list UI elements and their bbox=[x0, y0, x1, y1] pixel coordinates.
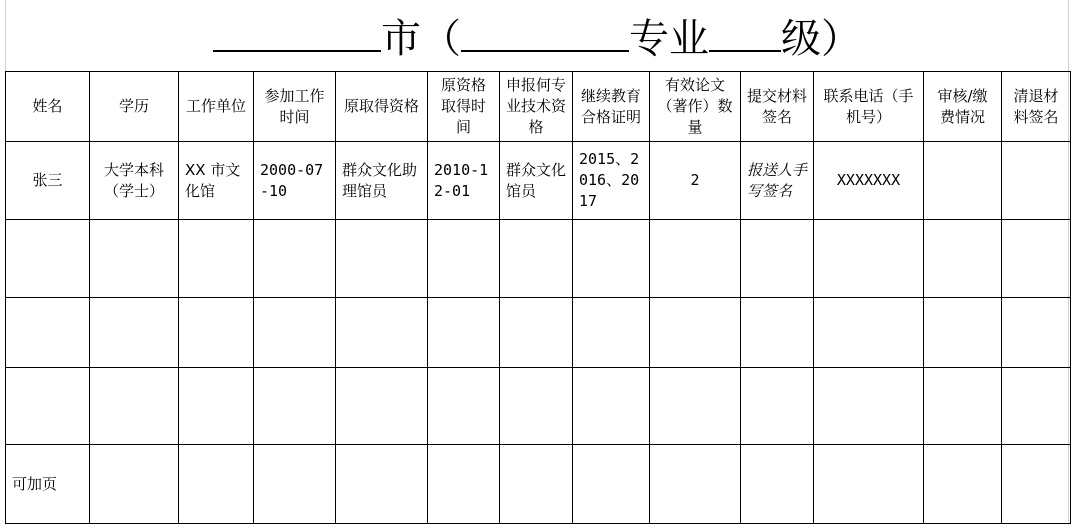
empty-cell[interactable] bbox=[650, 298, 741, 368]
header-original-qualification: 原取得资格 bbox=[336, 72, 428, 142]
empty-cell[interactable] bbox=[336, 220, 428, 298]
empty-cell[interactable] bbox=[179, 220, 254, 298]
empty-cell[interactable] bbox=[6, 368, 90, 445]
header-start-date: 参加工作时间 bbox=[254, 72, 336, 142]
cell-employer[interactable]: XX 市文化馆 bbox=[179, 142, 254, 220]
empty-cell[interactable] bbox=[814, 368, 924, 445]
empty-cell[interactable] bbox=[924, 220, 1002, 298]
empty-cell[interactable] bbox=[179, 368, 254, 445]
empty-cell[interactable] bbox=[90, 298, 179, 368]
table-row-footer bbox=[6, 445, 1071, 524]
empty-cell[interactable] bbox=[741, 445, 814, 524]
empty-cell[interactable] bbox=[573, 368, 650, 445]
table-row-empty bbox=[6, 368, 1071, 445]
empty-cell[interactable] bbox=[254, 220, 336, 298]
cell-submit-signature[interactable]: 报送人手写签名 bbox=[741, 142, 814, 220]
cell-review-status[interactable] bbox=[924, 142, 1002, 220]
header-submit-signature: 提交材料签名 bbox=[741, 72, 814, 142]
title-line bbox=[5, 6, 1069, 68]
empty-cell[interactable] bbox=[814, 445, 924, 524]
cell-phone[interactable]: XXXXXXX bbox=[814, 142, 924, 220]
header-continuing-education: 继续教育合格证明 bbox=[573, 72, 650, 142]
empty-cell[interactable] bbox=[336, 445, 428, 524]
application-table bbox=[5, 71, 1071, 524]
empty-cell[interactable] bbox=[428, 445, 500, 524]
empty-cell[interactable] bbox=[500, 445, 573, 524]
empty-cell[interactable] bbox=[428, 368, 500, 445]
footer-note: 可加页 bbox=[6, 445, 90, 524]
header-paper-count: 有效论文（著作）数量 bbox=[650, 72, 741, 142]
empty-cell[interactable] bbox=[741, 298, 814, 368]
level-blank[interactable] bbox=[709, 6, 781, 52]
table-row-example bbox=[6, 142, 1071, 220]
empty-cell[interactable] bbox=[924, 445, 1002, 524]
empty-cell[interactable] bbox=[90, 445, 179, 524]
header-phone: 联系电话（手机号） bbox=[814, 72, 924, 142]
cell-original-qualification[interactable]: 群众文化助理馆员 bbox=[336, 142, 428, 220]
cell-start-date[interactable]: 2000-07-10 bbox=[254, 142, 336, 220]
cell-education[interactable]: 大学本科（学士） bbox=[90, 142, 179, 220]
city-blank[interactable] bbox=[213, 6, 381, 52]
empty-cell[interactable] bbox=[1002, 445, 1071, 524]
empty-cell[interactable] bbox=[741, 368, 814, 445]
cell-paper-count[interactable]: 2 bbox=[650, 142, 741, 220]
empty-cell[interactable] bbox=[179, 298, 254, 368]
cell-applied-qualification[interactable]: 群众文化馆员 bbox=[500, 142, 573, 220]
header-name: 姓名 bbox=[6, 72, 90, 142]
header-employer: 工作单位 bbox=[179, 72, 254, 142]
empty-cell[interactable] bbox=[336, 298, 428, 368]
cell-qualification-date[interactable]: 2010-12-01 bbox=[428, 142, 500, 220]
header-applied-qualification: 申报何专业技术资格 bbox=[500, 72, 573, 142]
empty-cell[interactable] bbox=[573, 445, 650, 524]
table-header-row bbox=[6, 72, 1071, 142]
header-qualification-date: 原资格取得时间 bbox=[428, 72, 500, 142]
empty-cell[interactable] bbox=[1002, 368, 1071, 445]
table-row-empty bbox=[6, 220, 1071, 298]
empty-cell[interactable] bbox=[500, 368, 573, 445]
header-education: 学历 bbox=[90, 72, 179, 142]
empty-cell[interactable] bbox=[573, 298, 650, 368]
empty-cell[interactable] bbox=[428, 298, 500, 368]
cell-continuing-education[interactable]: 2015、2016、2017 bbox=[573, 142, 650, 220]
empty-cell[interactable] bbox=[336, 368, 428, 445]
empty-cell[interactable] bbox=[90, 220, 179, 298]
empty-cell[interactable] bbox=[1002, 220, 1071, 298]
empty-cell[interactable] bbox=[650, 220, 741, 298]
empty-cell[interactable] bbox=[1002, 298, 1071, 368]
empty-cell[interactable] bbox=[428, 220, 500, 298]
specialty-blank[interactable] bbox=[461, 6, 629, 52]
empty-cell[interactable] bbox=[650, 368, 741, 445]
level-suffix: 级） bbox=[781, 16, 861, 62]
cell-name[interactable]: 张三 bbox=[6, 142, 90, 220]
table-row-empty bbox=[6, 298, 1071, 368]
empty-cell[interactable] bbox=[741, 220, 814, 298]
empty-cell[interactable] bbox=[6, 220, 90, 298]
empty-cell[interactable] bbox=[254, 368, 336, 445]
header-return-signature: 清退材料签名 bbox=[1002, 72, 1071, 142]
empty-cell[interactable] bbox=[573, 220, 650, 298]
city-suffix: 市（ bbox=[381, 16, 461, 62]
header-review-status: 审核/缴费情况 bbox=[924, 72, 1002, 142]
specialty-suffix: 专业 bbox=[629, 16, 709, 62]
empty-cell[interactable] bbox=[650, 445, 741, 524]
empty-cell[interactable] bbox=[254, 298, 336, 368]
empty-cell[interactable] bbox=[500, 220, 573, 298]
empty-cell[interactable] bbox=[924, 298, 1002, 368]
empty-cell[interactable] bbox=[814, 298, 924, 368]
cell-return-signature[interactable] bbox=[1002, 142, 1071, 220]
empty-cell[interactable] bbox=[254, 445, 336, 524]
empty-cell[interactable] bbox=[924, 368, 1002, 445]
empty-cell[interactable] bbox=[814, 220, 924, 298]
empty-cell[interactable] bbox=[6, 298, 90, 368]
form-title bbox=[5, 0, 1069, 71]
empty-cell[interactable] bbox=[179, 445, 254, 524]
empty-cell[interactable] bbox=[500, 298, 573, 368]
empty-cell[interactable] bbox=[90, 368, 179, 445]
